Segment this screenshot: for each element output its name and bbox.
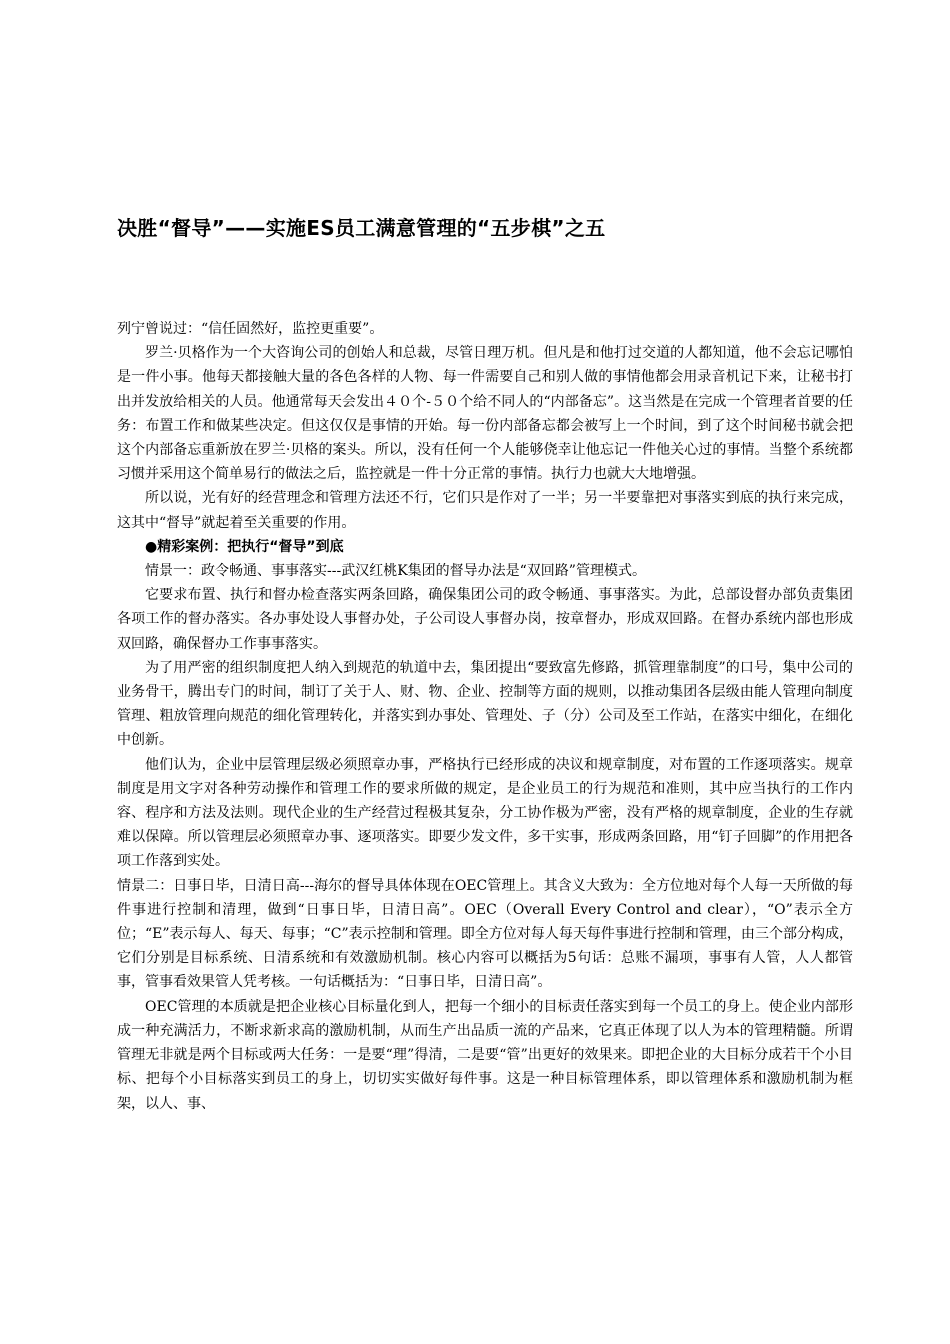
document-title: 决胜“督导”——实施ES员工满意管理的“五步棋”之五	[117, 216, 606, 240]
paragraph-supervision-importance: 所以说，光有好的经营理念和管理方法还不行，它们只是作对了一半；另一半要靠把对事落实到底的执行来完成，这其中“督导”就起着至关重要的作用。	[117, 490, 853, 531]
paragraph-dual-loop: 它要求布置、执行和督办检查落实两条回路，确保集团公司的政令畅通、事事落实。为此，总部设督办部负责集团各项工作的督办落实。各办事处设人事督办处，子公司设人事督办岗，按章督办，形成双回路。在督办系统内部也形成双回路，确保督办工作事事落实。	[117, 587, 853, 652]
paragraph-scenario-two: 情景二：日事日毕，日清日高---海尔的督导具体体现在OEC管理上。其含义大致为：全方位地对每个人每一天所做的每件事进行控制和清理，做到“日事日毕，日清日高”。OEC（Overall Every Control and clear），“O”表示全方位；“E”表示每人、每天、每事；“C”表示控制和管理。即全方位对每人每天每件事进行控制和管理，由三个部分构成，它们分别是目标系统、日清系统和有效激励机制。核心内容可以概括为5句话：总账不漏项，事事有人管，人人都管事，管事看效果管人凭考核。一句话概括为：“日事日毕，日清日高”。	[117, 877, 853, 991]
document-body	[117, 317, 853, 1116]
paragraph-oec-essence: OEC管理的本质就是把企业核心目标量化到人，把每一个细小的目标责任落实到每一个员工的身上。使企业内部形成一种充满活力，不断求新求高的激励机制，从而生产出品质一流的产品来，它真正体现了以人为本的管理精髓。所谓管理无非就是两个目标或两大任务：一是要“理”得清，二是要“管”出更好的效果来。即把企业的大目标分成若干个小目标、把每个小目标落实到员工的身上，切切实实做好每件事。这是一种目标管理体系，即以管理体系和激励机制为框架，以人、事、	[117, 998, 853, 1112]
paragraph-scenario-one: 情景一：政令畅通、事事落实---武汉红桃K集团的督导办法是“双回路”管理模式。	[145, 563, 646, 580]
section-heading-case: ●精彩案例：把执行“督导”到底	[145, 538, 344, 555]
paragraph-quote: 列宁曾说过：“信任固然好，监控更重要”。	[117, 321, 384, 337]
paragraph-roland-berger: 罗兰·贝格作为一个大咨询公司的创始人和总裁，尽管日理万机。但凡是和他打过交道的人都知道，他不会忘记哪怕是一件小事。他每天都接触大量的各色各样的人物、每一件需要自己和别人做的事情他都会用录音机记下来，让秘书打出并发放给相关的人员。他通常每天会发出４０个-５０个给不同人的“内部备忘”。这当然是在完成一个管理者首要的任务：布置工作和做某些决定。但这仅仅是事情的开始。每一份内部备忘都会被写上一个时间，到了这个时间秘书就会把这个内部备忘重新放在罗兰·贝格的案头。所以，没有任何一个人能够侥幸让他忘记一件他关心过的事情。当整个系统都习惯并采用这个简单易行的做法之后，监控就是一件十分正常的事情。执行力也就大大地增强。	[117, 345, 853, 483]
paragraph-rules-system: 为了用严密的组织制度把人纳入到规范的轨道中去，集团提出“要致富先修路，抓管理靠制度”的口号，集中公司的业务骨干，腾出专门的时间，制订了关于人、财、物、企业、控制等方面的规则，以推动集团各层级由能人管理向制度管理、粗放管理向规范的细化管理转化，并落实到办事处、管理处、子（分）公司及至工作站，在落实中细化，在细化中创新。	[117, 659, 853, 749]
paragraph-middle-management: 他们认为，企业中层管理层级必须照章办事，严格执行已经形成的决议和规章制度，对布置的工作逐项落实。规章制度是用文字对各种劳动操作和管理工作的要求所做的规定，是企业员工的行为规范和准则，其中应当执行的工作内容、程序和方法及法则。现代企业的生产经营过程极其复杂，分工协作极为严密，没有严格的规章制度，企业的生存就难以保障。所以管理层必须照章办事、逐项落实。即要少发文件，多干实事，形成两条回路，用“钉子回脚”的作用把各项工作落到实处。	[117, 756, 853, 870]
